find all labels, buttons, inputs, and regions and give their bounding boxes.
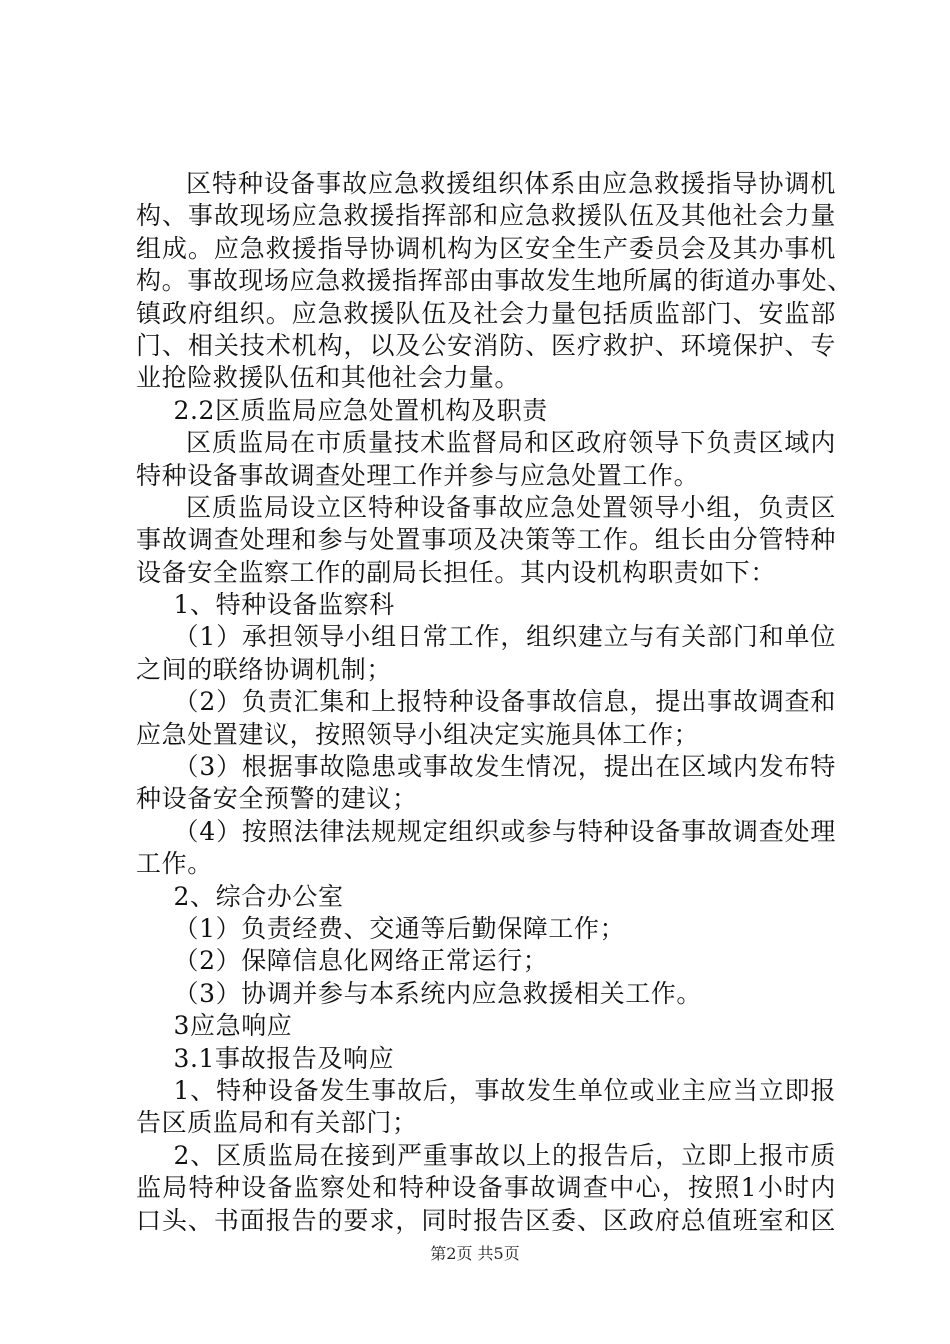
text-line: （2）保障信息化网络正常运行； (173, 946, 549, 976)
text-line: （1）负责经费、交通等后勤保障工作； (173, 913, 626, 943)
text-line: （3）协调并参与本系统内应急救援相关工作。 (173, 978, 703, 1008)
text-line: （1）承担领导小组日常工作，组织建立与有关部门和单位 (173, 622, 836, 652)
text-line: 组成。应急救援指导协调机构为区安全生产委员会及其办事机 (136, 233, 836, 263)
text-line: 3.1事故报告及响应 (173, 1043, 395, 1073)
text-line: 构、事故现场应急救援指挥部和应急救援队伍及其他社会力量 (136, 201, 836, 231)
text-line: 区质监局在市质量技术监督局和区政府领导下负责区域内 (186, 428, 836, 458)
text-line: 之间的联络协调机制； (136, 654, 393, 684)
text-line: 种设备安全预警的建议； (136, 784, 418, 814)
text-line: 告区质监局和有关部门； (136, 1108, 418, 1138)
text-line: 门、相关技术机构，以及公安消防、医疗救护、环境保护、专 (136, 330, 836, 360)
text-line: 特种设备事故调查处理工作并参与应急处置工作。 (136, 460, 700, 490)
text-line: （4）按照法律法规规定组织或参与特种设备事故调查处理 (173, 816, 836, 846)
text-line: （3）根据事故隐患或事故发生情况，提出在区域内发布特 (173, 752, 836, 782)
text-line: 1、特种设备发生事故后，事故发生单位或业主应当立即报 (173, 1075, 836, 1105)
text-line: 设备安全监察工作的副局长担任。其内设机构职责如下： (136, 557, 777, 587)
text-line: 1、特种设备监察科 (173, 590, 395, 620)
text-line: 事故调查处理和参与处置事项及决策等工作。组长由分管特种 (136, 525, 836, 555)
text-line: （2）负责汇集和上报特种设备事故信息，提出事故调查和 (173, 687, 836, 717)
text-line: 区质监局设立区特种设备事故应急处置领导小组，负责区 (186, 492, 836, 522)
text-line: 区特种设备事故应急救援组织体系由应急救援指导协调机 (186, 169, 836, 198)
document-body (136, 168, 853, 1237)
text-line: 2、综合办公室 (173, 881, 344, 911)
text-line: 2、区质监局在接到严重事故以上的报告后，立即上报市质 (173, 1140, 836, 1170)
text-line: 镇政府组织。应急救援队伍及社会力量包括质监部门、安监部 (136, 298, 836, 328)
text-line: 业抢险救援队伍和其他社会力量。 (136, 363, 521, 393)
text-line: 构。事故现场应急救援指挥部由事故发生地所属的街道办事处、 (136, 266, 853, 296)
text-line: 2.2区质监局应急处置机构及职责 (173, 395, 548, 425)
text-line: 口头、书面报告的要求，同时报告区委、区政府总值班室和区 (136, 1205, 836, 1235)
text-line: 3应急响应 (173, 1011, 293, 1041)
text-line: 监局特种设备监察处和特种设备事故调查中心，按照1小时内 (136, 1173, 836, 1203)
page-footer: 第2页 共5页 (430, 1244, 520, 1263)
text-line: 应急处置建议，按照领导小组决定实施具体工作； (136, 719, 700, 749)
text-line: 工作。 (136, 849, 213, 879)
